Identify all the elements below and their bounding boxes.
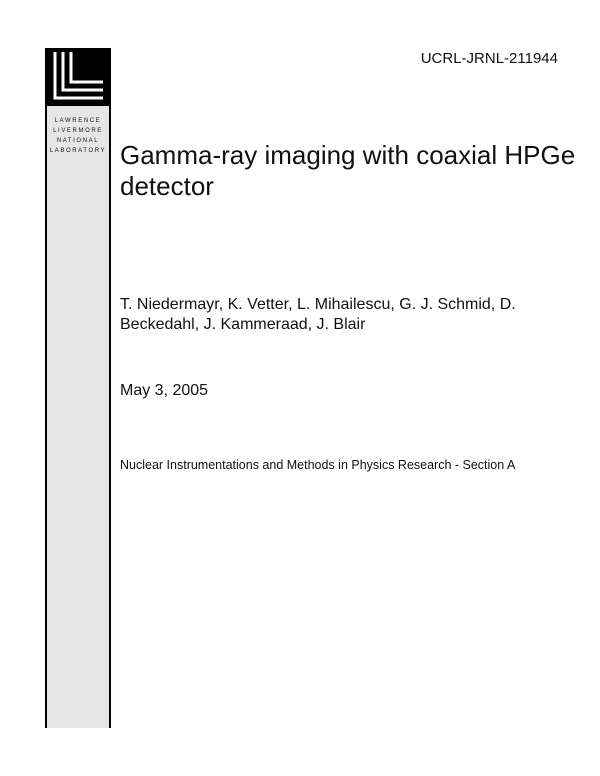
author-list: T. Niedermayr, K. Vetter, L. Mihailescu, G. J. Schmid, D. Beckedahl, J. Kammeraad, J. Blair [120, 296, 516, 333]
llnl-logo-icon [47, 48, 109, 106]
report-number: UCRL-JRNL-211944 [420, 50, 558, 67]
lab-name-line: LAWRENCE [54, 118, 102, 124]
lab-name [47, 116, 109, 156]
publication-date: May 3, 2005 [120, 382, 209, 399]
lab-name-line: LIVERMORE [53, 128, 103, 134]
journal-name: Nuclear Instrumentations and Methods in Physics Research - Section A [120, 458, 516, 472]
lab-name-line: NATIONAL [56, 138, 100, 144]
document-title: Gamma-ray imaging with coaxial HPGe detector [120, 140, 576, 201]
lab-name-line: LABORATORY [49, 148, 107, 154]
